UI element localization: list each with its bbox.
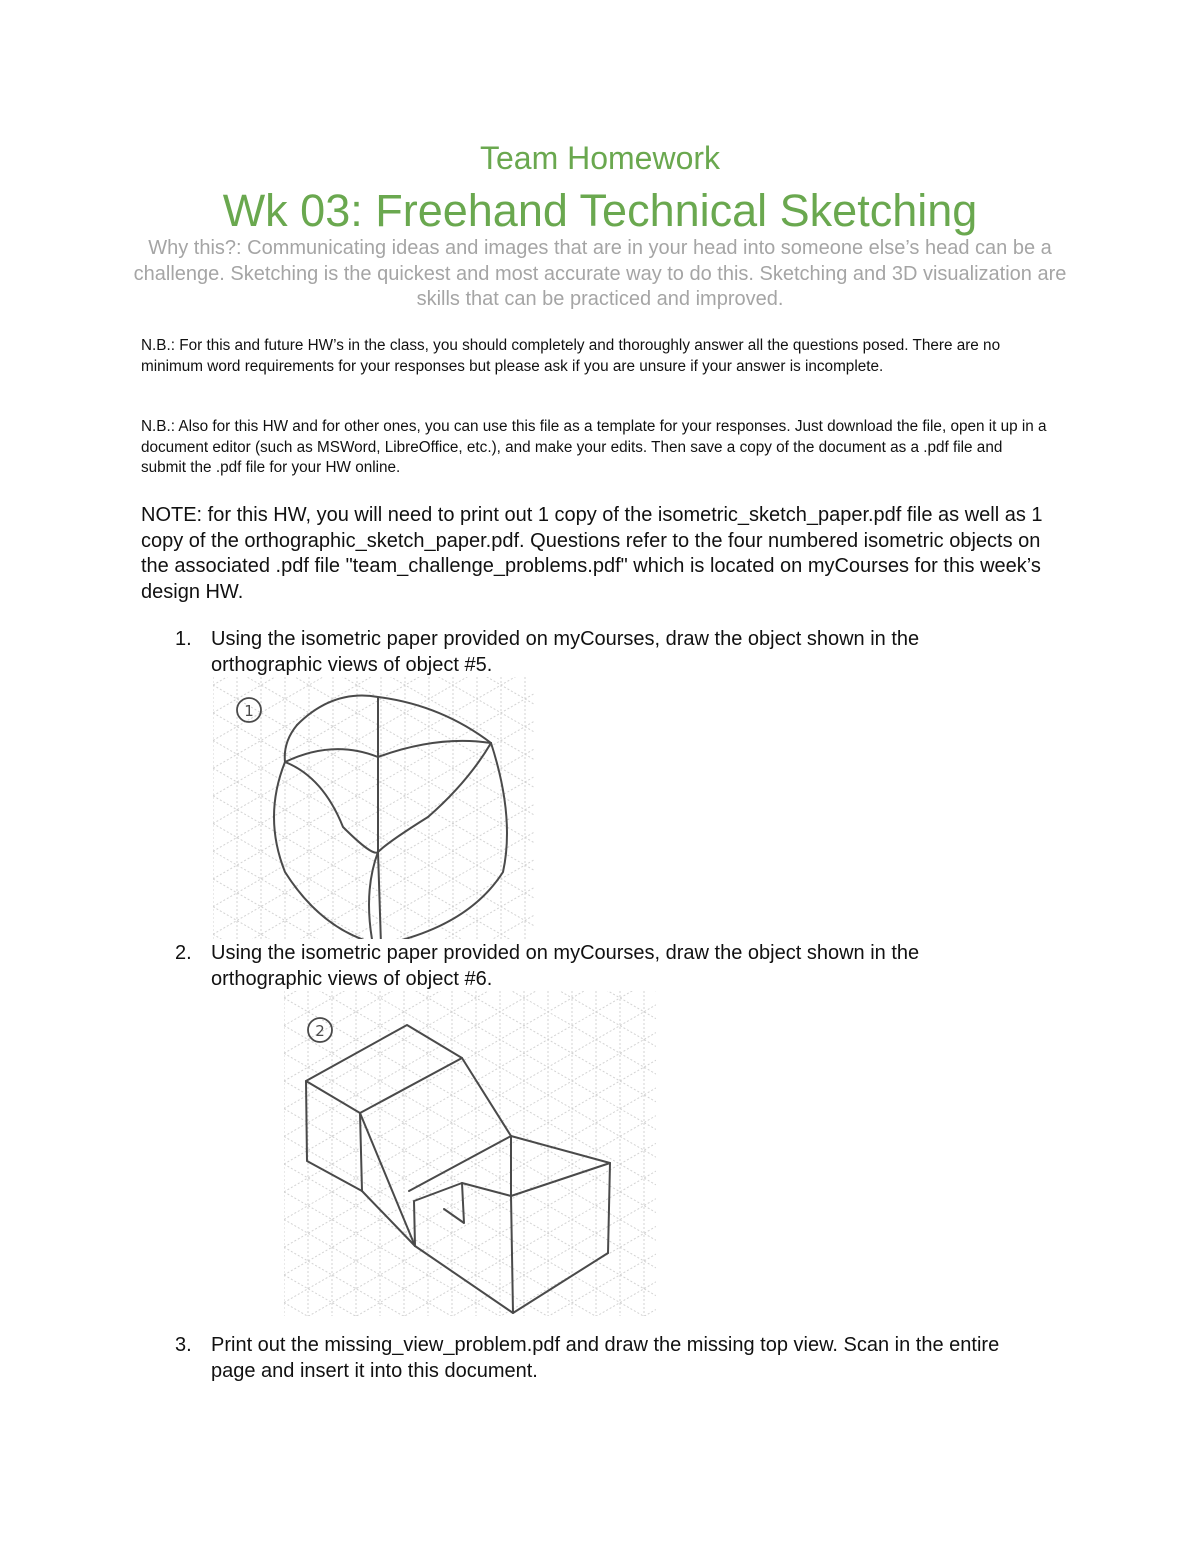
why-this-paragraph: Why this?: Communicating ideas and images that are in your head into someone else’s head can be a challenge. Sketching is the quickest and most accurate way to do this. Sketching and 3D visualization are skills that can be practiced and improved. [133, 237, 1067, 310]
grid-line [284, 1005, 656, 1220]
grid-line [284, 1310, 656, 1316]
nb-note-1: N.B.: For this and future HW’s in the class, you should completely and thoroughly answer all the questions posed. There are no minimum word requirements for your responses but please ask if you are unsure if your answer is incomplete. [141, 337, 1001, 375]
grid-line [284, 991, 656, 1164]
grid-line [213, 859, 535, 939]
grid-line [284, 991, 656, 1046]
page-subtitle: Team Homework [479, 140, 721, 176]
grid-line [284, 991, 656, 998]
question-3-text: Print out the missing_view_problem.pdf and draw the missing top view. Scan in the entire page and insert it into this document. [211, 1334, 1000, 1382]
main-note: NOTE: for this HW, you will need to print out 1 copy of the isometric_sketch_paper.pdf file as well as 1 copy of the orthographic_sketch_paper.pdf. Questions refer to the four numbered isometric objects on the associated .pdf file "team_challenge_problems.pdf" which is located on myCourses for this week’s design HW. [141, 504, 1043, 603]
grid-line [284, 1136, 656, 1316]
grid-line [284, 991, 656, 1053]
grid-line [284, 1226, 656, 1316]
grid-line [284, 991, 656, 1026]
grid-line [284, 1171, 656, 1316]
isometric-grid [284, 991, 656, 1316]
grid-line [284, 991, 656, 1185]
question-1-text: Using the isometric paper provided on myCourses, draw the object shown in the orthographic views of object #5. [211, 628, 920, 676]
sketch-1-label-text: 1 [244, 702, 254, 720]
isometric-grid [213, 677, 535, 939]
grid-line [284, 1033, 656, 1248]
page-title: Wk 03: Freehand Technical Sketching [222, 185, 978, 236]
grid-line [284, 998, 656, 1213]
grid-line [284, 991, 656, 1081]
question-2-text: Using the isometric paper provided on myCourses, draw the object shown in the orthographic views of object #6. [211, 942, 920, 990]
grid-line [284, 1109, 656, 1316]
grid-line [284, 991, 656, 1136]
nb-note-2: N.B.: Also for this HW and for other ones, you can use this file as a template for your responses. Just download the file, open it up in a document editor (such as MSWord, LibreOffice, etc.), and make your edits. Then save a copy of the document as a .pdf file and submit the .pdf file for your HW online. [141, 418, 1047, 476]
grid-line [284, 1219, 656, 1316]
grid-line [284, 1081, 656, 1296]
question-1-number: 1. [175, 628, 192, 650]
grid-line [284, 1275, 656, 1316]
grid-line [284, 1088, 656, 1303]
grid-line [284, 1060, 656, 1275]
grid-line [284, 1026, 656, 1241]
question-3-number: 3. [175, 1334, 192, 1356]
grid-line [284, 1143, 656, 1316]
sketch-1-label [237, 698, 261, 722]
grid-line [284, 991, 656, 1129]
grid-line [284, 1192, 656, 1316]
sketch-1-isometric-drawing [213, 677, 535, 939]
sketch-2-label-text: 2 [315, 1022, 325, 1040]
grid-line [284, 1282, 656, 1316]
question-2-number: 2. [175, 942, 192, 964]
sketch-2-object [306, 1025, 610, 1313]
sketch-2-isometric-drawing [284, 991, 656, 1316]
sketch-2-label [308, 1018, 332, 1042]
